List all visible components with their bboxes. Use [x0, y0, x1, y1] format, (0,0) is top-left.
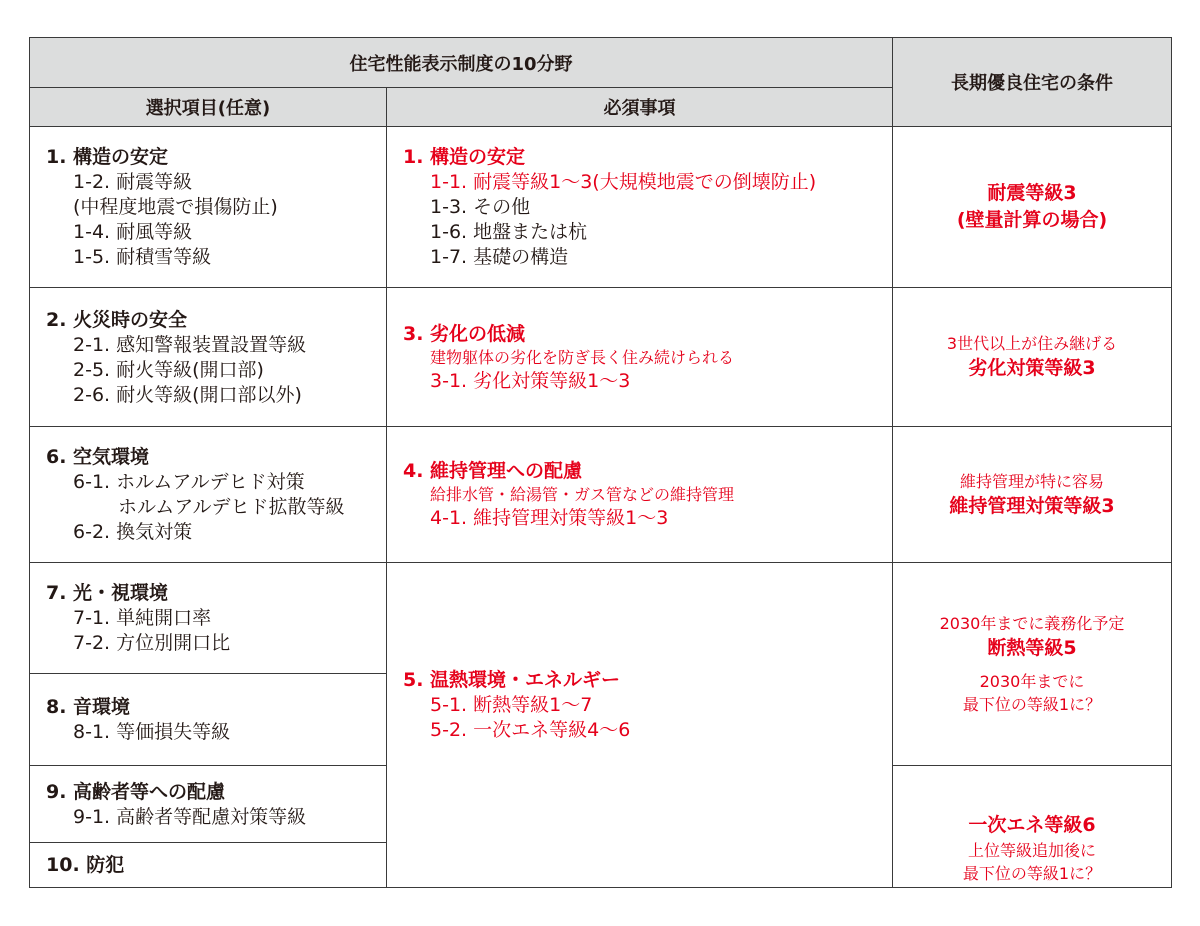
optional-title: 6. 空気環境: [46, 446, 150, 468]
required-item: 5-2. 一次エネ等級4～6: [430, 719, 631, 741]
condition-sub: 最下位の等級1に？: [962, 864, 1102, 883]
optional-cell-fire: [30, 288, 387, 427]
condition-main: 耐震等級3: [987, 182, 1077, 204]
condition-note: 維持管理が特に容易: [959, 471, 1104, 491]
required-title: 5. 温熱環境・エネルギー: [403, 669, 621, 691]
required-item: 1-7. 基礎の構造: [430, 246, 569, 268]
optional-title: 10. 防犯: [46, 854, 125, 876]
condition-main: 劣化対策等級3: [968, 357, 1096, 379]
condition-sub: 最下位の等級1に？: [962, 695, 1102, 714]
optional-item: 7-2. 方位別開口比: [73, 632, 231, 654]
required-item: 1-3. その他: [430, 196, 531, 218]
condition-cell-maintenance: [893, 427, 1172, 563]
header-long-term-conditions: 長期優良住宅の条件: [893, 38, 1172, 127]
optional-item: 1-2. 耐震等級: [73, 171, 193, 193]
required-cell-maintenance: [387, 427, 893, 563]
optional-item: (中程度地震で損傷防止): [73, 196, 278, 218]
optional-item: 7-1. 単純開口率: [73, 607, 212, 629]
optional-item: 2-6. 耐火等級(開口部以外): [73, 383, 302, 406]
housing-performance-table: [29, 37, 1172, 888]
required-title: 4. 維持管理への配慮: [403, 460, 583, 482]
optional-cell-sound: [30, 674, 387, 766]
required-item: 1-6. 地盤または杭: [430, 221, 588, 243]
header-required: 必須事項: [387, 88, 893, 127]
optional-title: 7. 光・視環境: [46, 582, 169, 604]
required-title: 3. 劣化の低減: [403, 322, 526, 345]
condition-sub: 2030年までに: [979, 672, 1085, 691]
optional-cell-elderly: [30, 766, 387, 843]
required-note: 給排水管・給湯管・ガス管などの維持管理: [430, 485, 735, 504]
optional-cell-structure: [30, 127, 387, 288]
optional-item: 8-1. 等価損失等級: [73, 721, 231, 743]
condition-sub: 上位等級追加後に: [967, 841, 1096, 860]
optional-item: 2-5. 耐火等級(開口部): [73, 358, 264, 381]
optional-title: 1. 構造の安定: [46, 146, 169, 168]
optional-title: 2. 火災時の安全: [46, 308, 188, 331]
optional-title: 9. 高齢者等への配慮: [46, 780, 226, 803]
required-note: 建物躯体の劣化を防ぎ長く住み続けられる: [430, 347, 735, 367]
condition-sub: (壁量計算の場合): [956, 209, 1108, 231]
condition-note: 3世代以上が住み継げる: [946, 334, 1118, 353]
condition-note: 2030年までに義務化予定: [939, 614, 1125, 633]
required-item: 4-1. 維持管理対策等級1～3: [430, 507, 669, 529]
header-ten-categories: 住宅性能表示制度の10分野: [30, 38, 893, 88]
optional-item: 1-5. 耐積雪等級: [73, 246, 212, 268]
required-item: 3-1. 劣化対策等級1～3: [430, 369, 631, 392]
condition-main: 一次エネ等級6: [968, 814, 1096, 836]
header-optional: 選択項目(任意): [30, 88, 387, 127]
required-item: 5-1. 断熱等級1～7: [430, 694, 593, 716]
condition-cell-seismic: [893, 127, 1172, 288]
condition-cell-deterioration: [893, 288, 1172, 427]
required-cell-thermal: [387, 563, 893, 888]
required-cell-structure: [387, 127, 893, 288]
optional-item: 1-4. 耐風等級: [73, 221, 193, 243]
optional-cell-air: [30, 427, 387, 563]
optional-item: 9-1. 高齢者等配慮対策等級: [73, 805, 307, 828]
optional-item: ホルムアルデヒド拡散等級: [118, 496, 345, 518]
condition-cell-primary-energy: [893, 766, 1172, 888]
condition-main: 維持管理対策等級3: [949, 494, 1115, 517]
required-cell-deterioration: [387, 288, 893, 427]
required-item: 1-1. 耐震等級1～3(大規模地震での倒壊防止): [430, 171, 817, 193]
condition-cell-insulation: [893, 563, 1172, 766]
optional-item: 6-1. ホルムアルデヒド対策: [73, 471, 305, 493]
optional-item: 6-2. 換気対策: [73, 521, 193, 543]
optional-item: 2-1. 感知警報装置設置等級: [73, 333, 307, 356]
condition-main: 断熱等級5: [987, 637, 1077, 659]
optional-cell-crime: [30, 843, 387, 888]
optional-cell-light: [30, 563, 387, 674]
optional-title: 8. 音環境: [46, 696, 131, 718]
required-title: 1. 構造の安定: [403, 146, 526, 168]
